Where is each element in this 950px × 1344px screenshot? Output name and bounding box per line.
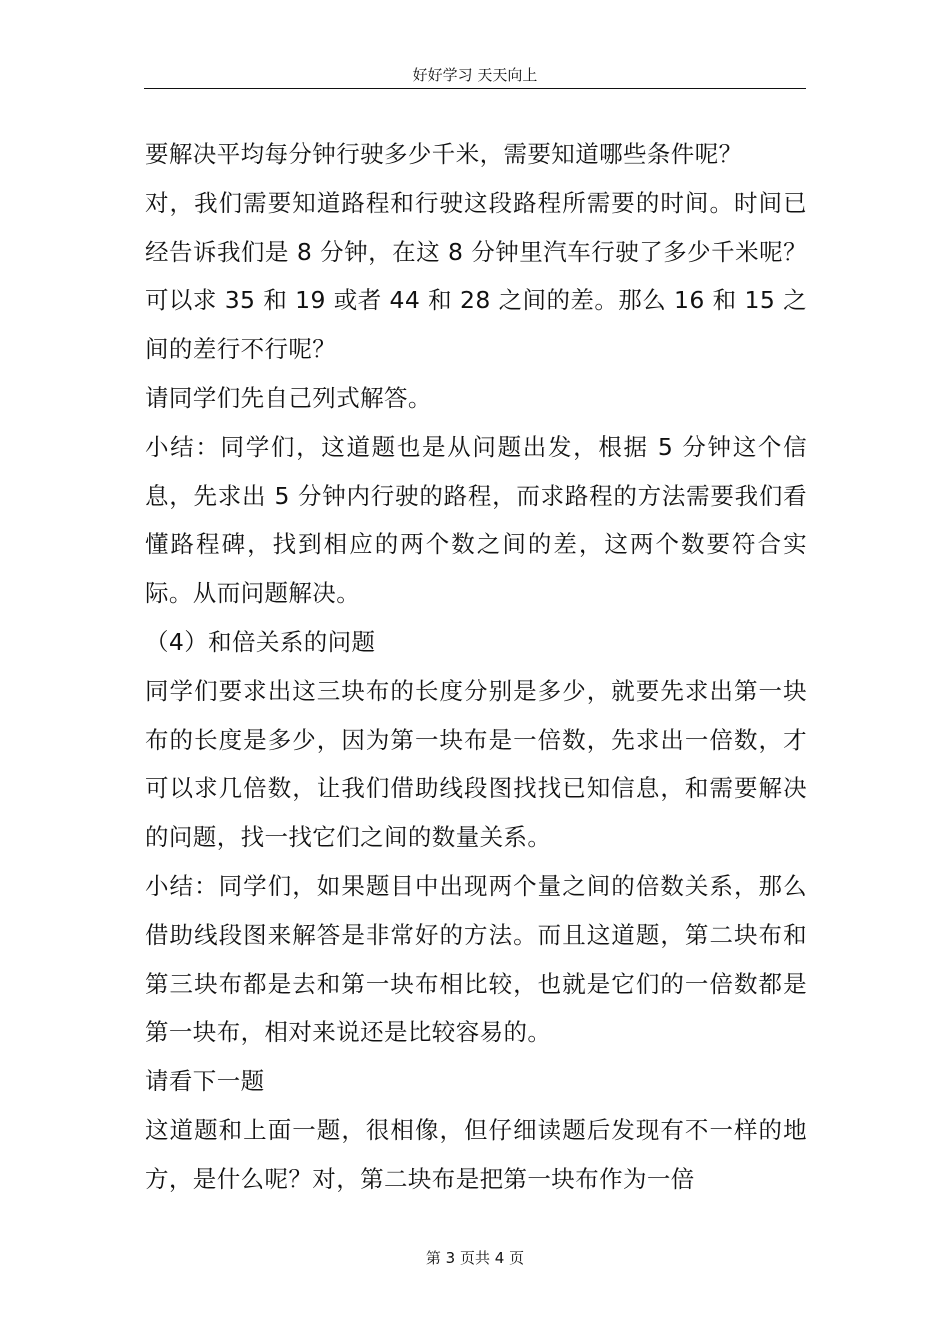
section-heading: （4）和倍关系的问题 <box>145 627 376 656</box>
page-footer: 第 3 页共 4 页 <box>425 1249 525 1267</box>
paragraph-instruction: 请同学们先自己列式解答。 <box>145 383 432 412</box>
paragraph-summary-1: 小结：同学们，这道题也是从问题出发，根据 5 分钟这个信息，先求出 5 分钟内行驶的路程，而求路程的方法需要我们看懂路程碑，找到相应的两个数之间的差，这两个数要符合实际。从而问题解决。 <box>145 432 807 608</box>
header-rule <box>144 88 806 89</box>
paragraph-answer: 对，我们需要知道路程和行驶这段路程所需要的时间。时间已经告诉我们是 8 分钟，在这 8 分钟里汽车行驶了多少千米呢？可以求 35 和 19 或者 44 和 28 之间的差。那么 16 和 15 之间的差行不行呢？ <box>145 188 807 364</box>
paragraph-summary-2: 小结：同学们，如果题目中出现两个量之间的倍数关系，那么借助线段图来解答是非常好的方法。而且这道题，第二块布和第三块布都是去和第一块布相比较，也就是它们的一倍数都是第一块布，相对来说还是比较容易的。 <box>145 871 807 1047</box>
paragraph-question: 要解决平均每分钟行驶多少千米，需要知道哪些条件呢？ <box>145 140 743 168</box>
page-header: 好好学习 天天向上 <box>412 66 538 84</box>
paragraph-comparison: 这道题和上面一题，很相像，但仔细读题后发现有不一样的地方，是什么呢？对，第二块布是把第一块布作为一倍 <box>145 1115 807 1193</box>
document-body <box>145 130 807 1204</box>
paragraph-next: 请看下一题 <box>145 1067 265 1096</box>
paragraph-explanation: 同学们要求出这三块布的长度分别是多少，就要先求出第一块布的长度是多少，因为第一块布是一倍数，先求出一倍数，才可以求几倍数，让我们借助线段图找找已知信息，和需要解决的问题，找一找它们之间的数量关系。 <box>145 676 807 852</box>
